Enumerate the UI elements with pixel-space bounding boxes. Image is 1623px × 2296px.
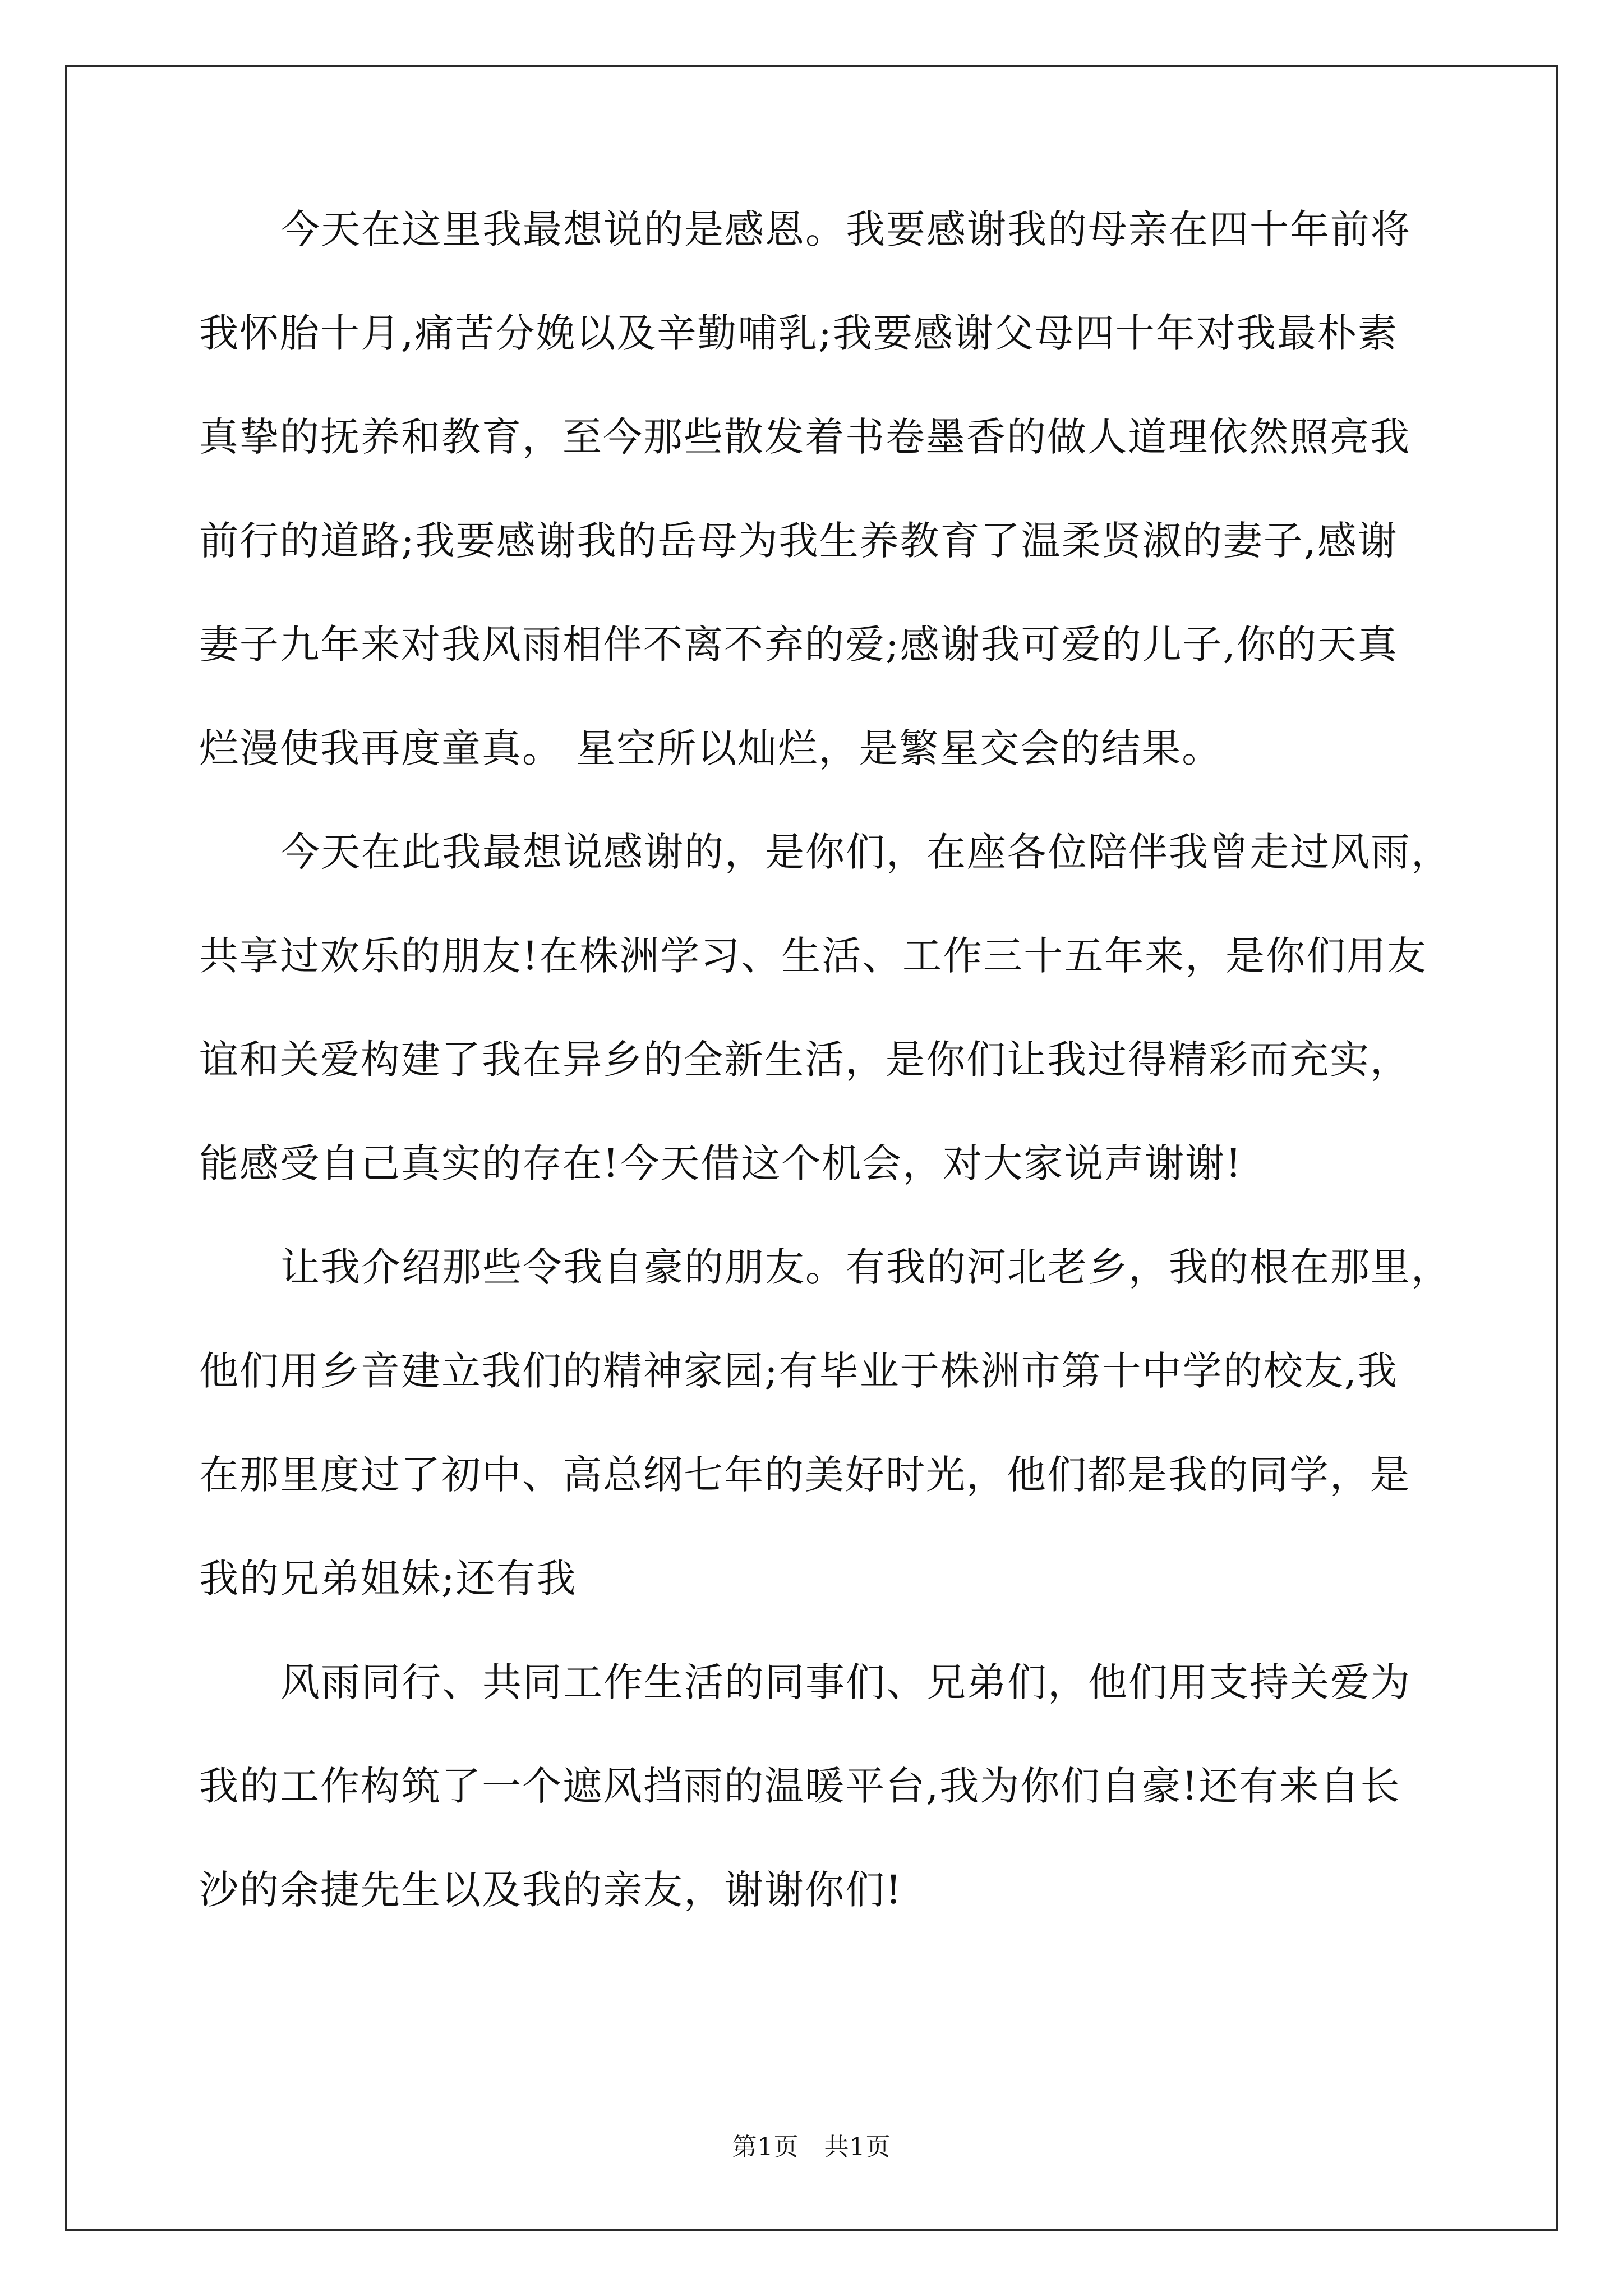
paragraph-4-line-1: 风雨同行、共同工作生活的同事们、兄弟们，他们用支持关爱为	[280, 1659, 1411, 1705]
paragraph-2-line-2: 共享过欢乐的朋友!在株洲学习、生活、工作三十五年来，是你们用友	[199, 933, 1428, 979]
paragraph-1-line-5: 妻子九年来对我风雨相伴不离不弃的爱;感谢我可爱的儿子,你的天真	[199, 622, 1398, 668]
paragraph-1-line-1: 今天在这里我最想说的是感恩。我要感谢我的母亲在四十年前将	[280, 206, 1411, 252]
paragraph-1-line-6: 烂漫使我再度童真。 星空所以灿烂，是繁星交会的结果。	[199, 725, 1223, 771]
document-body	[199, 206, 1451, 1974]
paragraph-4-line-3: 沙的余捷先生以及我的亲友，谢谢你们!	[199, 1867, 903, 1913]
paragraph-3-line-3: 在那里度过了初中、高总纲七年的美好时光，他们都是我的同学，是	[199, 1452, 1410, 1498]
paragraph-2-line-1: 今天在此我最想说感谢的，是你们，在座各位陪伴我曾走过风雨，	[280, 829, 1451, 875]
paragraph-1-line-2: 我怀胎十月,痛苦分娩以及辛勤哺乳;我要感谢父母四十年对我最朴素	[199, 310, 1398, 356]
paragraph-3-line-2: 他们用乡音建立我们的精神家园;有毕业于株洲市第十中学的校友,我	[199, 1348, 1398, 1394]
paragraph-3-line-4: 我的兄弟姐妹;还有我	[199, 1556, 577, 1602]
paragraph-1-line-4: 前行的道路;我要感谢我的岳母为我生养教育了温柔贤淑的妻子,感谢	[199, 518, 1398, 564]
paragraph-2-line-3: 谊和关爱构建了我在异乡的全新生活，是你们让我过得精彩而充实，	[199, 1037, 1410, 1083]
page-number-footer: 第1页 共1页	[732, 2133, 891, 2161]
paragraph-4-line-2: 我的工作构筑了一个遮风挡雨的温暖平台,我为你们自豪!还有来自长	[199, 1763, 1401, 1809]
paragraph-1-line-3: 真挚的抚养和教育，至今那些散发着书卷墨香的做人道理依然照亮我	[199, 414, 1410, 460]
paragraph-3-line-1: 让我介绍那些令我自豪的朋友。有我的河北老乡，我的根在那里，	[280, 1244, 1451, 1290]
paragraph-2-line-4: 能感受自己真实的存在!今天借这个机会，对大家说声谢谢!	[199, 1140, 1243, 1186]
